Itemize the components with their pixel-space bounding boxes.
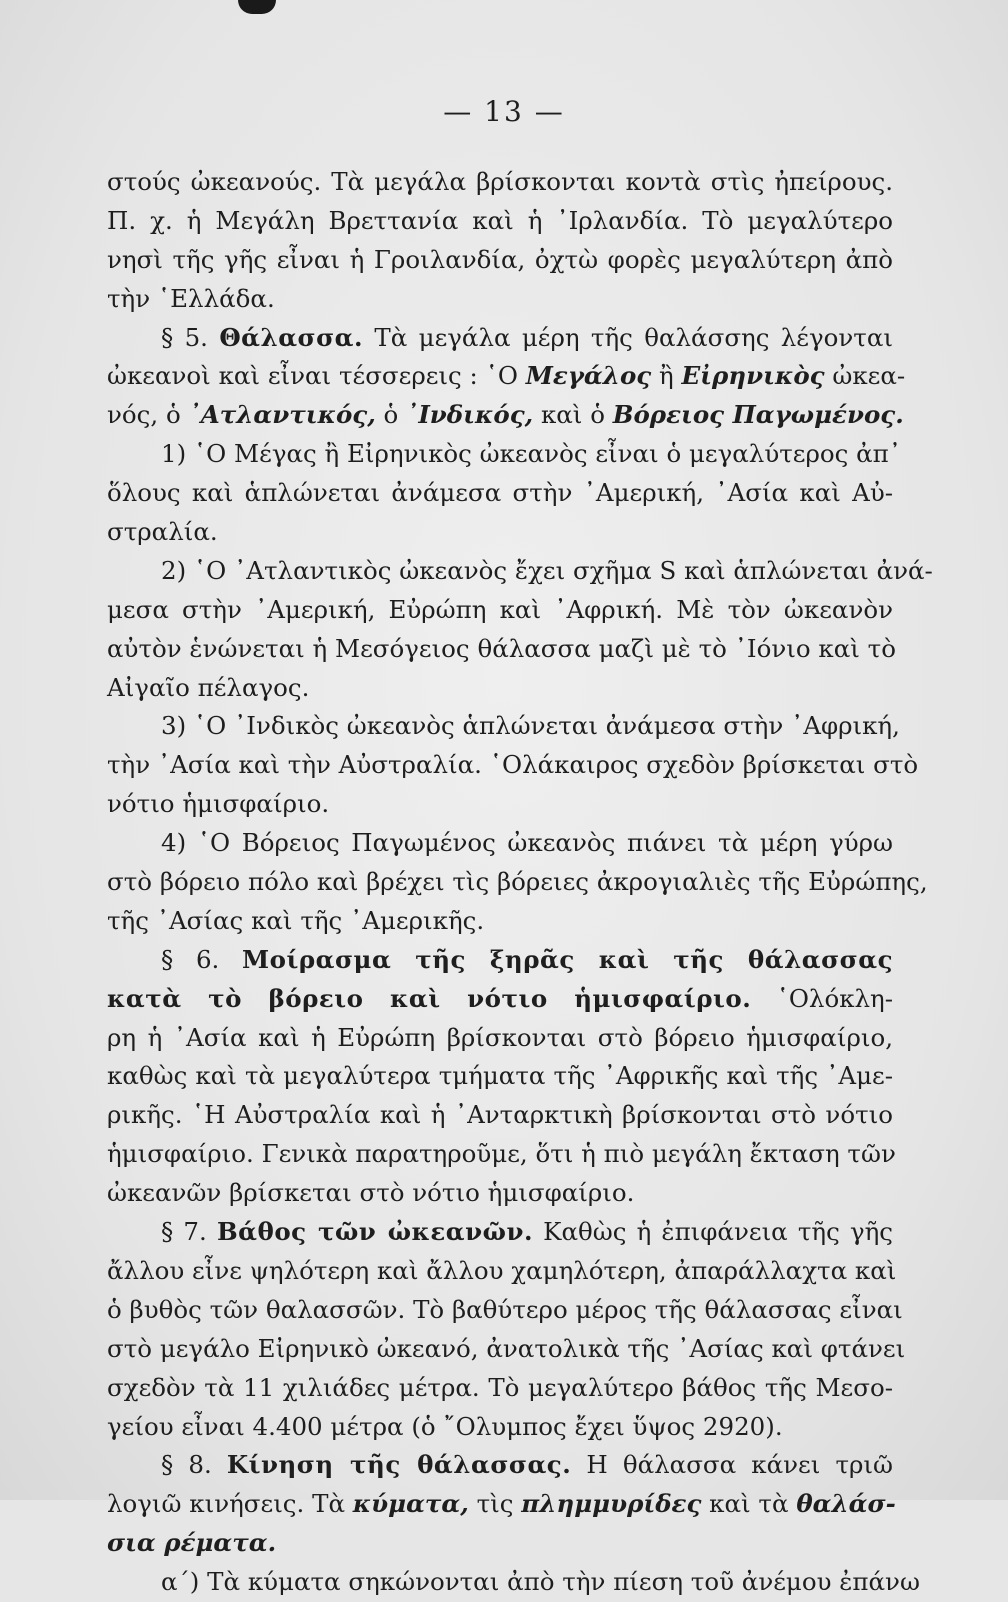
text-segment: ὠκεανοὶ καὶ εἶναι τέσσερεις : ῾Ο bbox=[107, 361, 526, 391]
text-segment: τὴν ᾿Ασία καὶ τὴν Αὐστραλία. ῾Ολάκαιρος σχεδὸν βρίσκεται στὸ bbox=[107, 750, 919, 780]
text-line bbox=[107, 824, 893, 863]
text-line bbox=[107, 1563, 920, 1602]
text-segment: Τὰ μεγάλα μέρη τῆς θαλάσσης λέγονται bbox=[363, 322, 893, 352]
text-segment: λογιῶ κινήσεις. Τὰ bbox=[107, 1489, 353, 1519]
text-line bbox=[107, 1019, 893, 1058]
text-segment: Η θάλασσα κάνει τριῶ bbox=[571, 1450, 893, 1480]
text-segment: γείου εἶναι 4.400 μέτρα (ὁ ῎Ολυμπος ἔχει ὕψος 2920). bbox=[107, 1411, 783, 1441]
text-segment: ὅλους καὶ ἁπλώνεται ἀνάμεσα στὴν ᾿Αμερική, ᾿Ασία καὶ Αὐ- bbox=[107, 478, 893, 508]
text-line bbox=[107, 319, 893, 358]
text-segment: ἡμισφαίριο. Γενικὰ παρατηροῦμε, ὅτι ἡ πιὸ μεγάλη ἔκταση τῶν bbox=[107, 1139, 896, 1169]
text-segment: μεσα στὴν ᾿Αμερική, Εὐρώπη καὶ ᾿Αφρική. Μὲ τὸν ὠκεανὸν bbox=[107, 594, 893, 624]
text-segment: τῆς ᾿Ασίας καὶ τῆς ᾿Αμερικῆς. bbox=[107, 905, 485, 935]
text-line bbox=[107, 707, 900, 746]
text-line bbox=[107, 396, 904, 435]
text-segment: ὁ bbox=[375, 400, 407, 430]
text-segment: στούς ὠκεανούς. Τὰ μεγάλα βρίσκονται κοντὰ στὶς ἠπείρους. bbox=[107, 167, 893, 196]
text-line bbox=[107, 863, 928, 902]
text-segment: § 5. bbox=[161, 322, 220, 352]
text-segment: ῾Ολόκλη- bbox=[751, 983, 893, 1013]
text-segment: § 8. bbox=[161, 1450, 227, 1480]
text-segment: στὸ μεγάλο Εἰρηνικὸ ὠκεανό, ἀνατολικὰ τῆς ᾿Ασίας καὶ φτάνει bbox=[107, 1333, 906, 1363]
text-line bbox=[107, 357, 906, 396]
text-line bbox=[107, 1485, 896, 1524]
text-segment: ρη ἡ ᾿Ασία καὶ ἡ Εὐρώπη βρίσκονται στὸ βόρειο ἡμισφαίριο, bbox=[107, 1022, 893, 1052]
text-segment: καὶ τὰ bbox=[701, 1489, 797, 1519]
text-line bbox=[107, 669, 893, 708]
text-segment: αὐτὸν ἑνώνεται ἡ Μεσόγειος θάλασσα μαζὶ μὲ τὸ ᾿Ιόνιο καὶ τὸ bbox=[107, 633, 896, 663]
emphasis-text: σια ρέματα. bbox=[107, 1528, 277, 1558]
text-line bbox=[107, 1057, 893, 1096]
emphasis-text: πλημμυρίδες bbox=[521, 1489, 702, 1519]
text-line bbox=[107, 435, 902, 474]
page-number: — 13 — bbox=[443, 95, 565, 128]
text-segment: στὸ βόρειο πόλο καὶ βρέχει τὶς βόρειες ἀκρογιαλιὲς τῆς Εὐρώπης, bbox=[107, 867, 928, 897]
text-line bbox=[107, 785, 893, 824]
text-line bbox=[107, 513, 893, 552]
text-line bbox=[107, 980, 893, 1019]
emphasis-text: Βάθος τῶν ὠκεανῶν. bbox=[216, 1217, 533, 1247]
text-line bbox=[107, 746, 919, 785]
text-segment: τὴν ῾Ελλάδα. bbox=[107, 283, 275, 313]
text-segment: σχεδὸν τὰ 11 χιλιάδες μέτρα. Τὸ μεγαλύτερο βάθος τῆς Μεσο- bbox=[107, 1372, 893, 1402]
emphasis-text: Εἰρηνικὸς bbox=[681, 361, 825, 391]
text-line bbox=[107, 1369, 893, 1408]
text-segment: 3) ῾Ο ᾿Ινδικὸς ὠκεανὸς ἁπλώνεται ἀνάμεσα στὴν ᾿Αφρική, bbox=[161, 711, 900, 741]
text-line bbox=[107, 552, 933, 591]
text-segment: Π. χ. ἡ Μεγάλη Βρεττανία καὶ ἡ ᾿Ιρλανδία. Τὸ μεγαλύτερο bbox=[107, 205, 893, 235]
text-segment: καθὼς καὶ τὰ μεγαλύτερα τμήματα τῆς ᾿Αφρικῆς καὶ τῆς ᾿Αμε- bbox=[107, 1061, 893, 1091]
text-line bbox=[107, 591, 893, 630]
text-segment: 4) ῾Ο Βόρειος Παγωμένος ὠκεανὸς πιάνει τὰ μέρη γύρω bbox=[161, 828, 893, 858]
text-line bbox=[107, 941, 893, 980]
text-segment: καὶ ὁ bbox=[533, 400, 613, 430]
text-segment: Καθὼς ἡ ἐπιφάνεια τῆς γῆς bbox=[533, 1217, 894, 1247]
text-segment: τὶς bbox=[468, 1489, 522, 1519]
text-line bbox=[107, 1446, 893, 1485]
text-line bbox=[107, 1213, 893, 1252]
text-line bbox=[107, 1252, 897, 1291]
text-segment: ὠκεανῶν βρίσκεται στὸ νότιο ἡμισφαίριο. bbox=[107, 1178, 635, 1208]
emphasis-text: κατὰ τὸ βόρειο καὶ νότιο ἡμισφαίριο. bbox=[107, 983, 752, 1013]
emphasis-text: Θάλασσα. bbox=[219, 322, 364, 352]
text-line bbox=[107, 280, 893, 319]
text-segment: 1) ῾Ο Μέγας ἢ Εἰρηνικὸς ὠκεανὸς εἶναι ὁ μεγαλύτερος ἀπ᾿ bbox=[161, 439, 902, 469]
emphasis-text: ᾿Ινδικός, bbox=[406, 400, 534, 430]
text-segment: στραλία. bbox=[107, 517, 218, 547]
text-line bbox=[107, 1330, 906, 1369]
text-line bbox=[107, 902, 893, 941]
text-line bbox=[107, 1096, 893, 1135]
emphasis-text: Μοίρασμα τῆς ξηρᾶς καὶ τῆς θάλασσας bbox=[242, 944, 894, 974]
body-text bbox=[107, 163, 933, 1602]
text-segment: α΄) Τὰ κύματα σηκώνονται ἀπὸ τὴν πίεση τοῦ ἀνέμου ἐπάνω bbox=[161, 1567, 920, 1597]
text-segment: ρικῆς. ῾Η Αὐστραλία καὶ ἡ ᾿Ανταρκτικὴ βρίσκονται στὸ νότιο bbox=[107, 1100, 893, 1130]
text-segment: ἢ bbox=[651, 361, 682, 391]
text-segment: ὠκεα- bbox=[824, 361, 906, 391]
text-segment: νός, ὁ bbox=[107, 400, 189, 430]
emphasis-text: θαλάσ- bbox=[796, 1489, 896, 1519]
emphasis-text: κύματα, bbox=[352, 1489, 469, 1519]
text-segment: νότιο ἡμισφαίριο. bbox=[107, 789, 330, 819]
text-line bbox=[107, 163, 893, 202]
text-line bbox=[107, 1408, 893, 1447]
text-segment: ἄλλου εἶνε ψηλότερη καὶ ἄλλου χαμηλότερη, ἀπαράλλαχτα καὶ bbox=[107, 1255, 897, 1285]
text-line bbox=[107, 241, 893, 280]
text-segment: νησὶ τῆς γῆς εἶναι ἡ Γροιλανδία, ὀχτὼ φορὲς μεγαλύτερη ἀπὸ bbox=[107, 244, 893, 274]
emphasis-text: ᾿Ατλαντικός, bbox=[188, 400, 376, 430]
text-segment: ὁ βυθὸς τῶν θαλασσῶν. Τὸ βαθύτερο μέρος τῆς θάλασσας εἶναι bbox=[107, 1294, 903, 1324]
text-line bbox=[107, 1291, 903, 1330]
text-segment: § 6. bbox=[161, 944, 243, 974]
text-line bbox=[107, 1524, 893, 1563]
text-line bbox=[107, 630, 896, 669]
text-line bbox=[107, 1174, 893, 1213]
text-line bbox=[107, 202, 893, 241]
emphasis-text: Κίνηση τῆς θάλασσας. bbox=[226, 1450, 572, 1480]
text-segment: Αἰγαῖο πέλαγος. bbox=[107, 672, 310, 702]
text-line bbox=[107, 474, 893, 513]
emphasis-text: Βόρειος Παγωμένος. bbox=[612, 400, 904, 430]
text-segment: § 7. bbox=[161, 1217, 217, 1247]
text-segment: 2) ῾Ο ᾿Ατλαντικὸς ὠκεανὸς ἔχει σχῆμα S καὶ ἁπλώνεται ἀνά- bbox=[161, 555, 933, 585]
text-line bbox=[107, 1135, 896, 1174]
emphasis-text: Μεγάλος bbox=[525, 361, 652, 391]
